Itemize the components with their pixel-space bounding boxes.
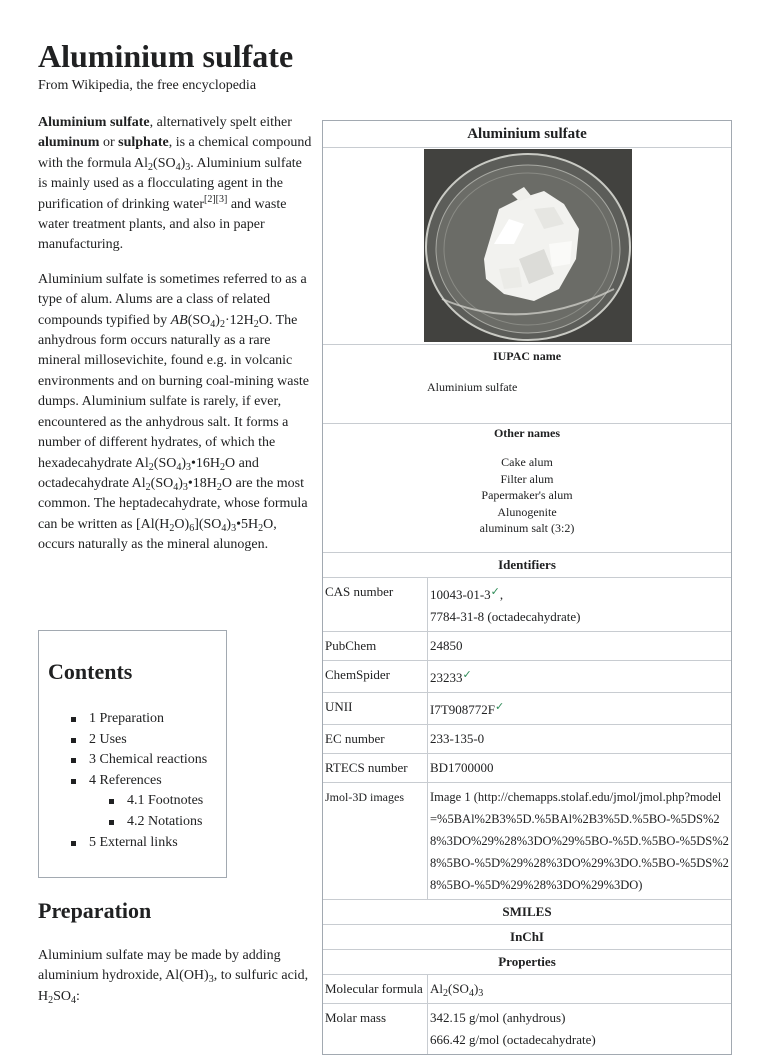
bold-term: aluminum (38, 135, 100, 151)
cas-row: CAS number 10043-01-3✓, 7784-31-8 (octadecahydrate) (323, 577, 731, 631)
bold-term: sulphate (118, 135, 169, 151)
toc-item[interactable]: 4 References (71, 771, 207, 792)
identifiers-header: Identifiers (498, 557, 556, 572)
compound-photo[interactable] (323, 148, 731, 344)
toc-item[interactable]: 3 Chemical reactions (71, 750, 207, 771)
preparation-paragraph: Aluminium sulfate may be made by adding aluminium hydroxide, $Al(OH)_3$, to sulfuric acid, $H_2SO_4$: (38, 948, 309, 1006)
rtecs-row (323, 753, 731, 782)
table-of-contents (38, 630, 227, 878)
toc-subitem[interactable]: 4.2 Notations (109, 812, 207, 833)
other-name: Cake alum (501, 455, 553, 469)
pubchem-label: PubChem (323, 632, 428, 660)
chemspider-label: ChemSpider (323, 661, 428, 692)
verified-check-icon: ✓ (490, 586, 500, 598)
page-subtitle: From Wikipedia, the free encyclopedia (38, 78, 257, 93)
cas-label: CAS number (323, 578, 428, 631)
molar-mass-row (323, 1003, 731, 1054)
toc-list (71, 709, 207, 853)
toc-item[interactable]: 5 External links (71, 833, 207, 854)
molecular-formula-value: $Al_2(SO_4)_3$ (430, 981, 484, 999)
compound-photo-image (424, 149, 632, 342)
molecular-formula-row (323, 974, 731, 1003)
jmol-row (323, 782, 731, 899)
ec-row (323, 724, 731, 753)
toc-heading: Contents (48, 659, 133, 684)
cas-link[interactable]: 10043-01-3 (430, 587, 491, 602)
reference-link[interactable]: [2][3] (204, 193, 228, 205)
molar-mass-value: 342.15 g/mol (anhydrous) 666.42 g/mol (octadecahydrate) (430, 1010, 596, 1047)
unii-row (323, 692, 731, 724)
infobox-title: Aluminium sulfate (467, 126, 587, 142)
section-heading-preparation: Preparation (38, 898, 152, 923)
chemspider-link[interactable]: 23233 (430, 670, 463, 685)
toc-subitem[interactable]: 4.1 Footnotes (109, 791, 207, 812)
iupac-name-label: IUPAC name (492, 349, 562, 363)
verified-check-icon: ✓ (495, 701, 505, 713)
toc-item[interactable]: 1 Preparation (71, 709, 207, 730)
jmol-label: Jmol-3D images (323, 783, 428, 899)
verified-check-icon: ✓ (462, 669, 472, 681)
bold-term: Aluminium sulfate (38, 115, 150, 130)
iupac-name-section (323, 345, 731, 423)
other-name: aluminum salt (3:2) (479, 521, 575, 535)
cas-link-octadecahydrate[interactable]: 7784-31-8 (octadecahydrate) (430, 609, 581, 624)
unii-link[interactable]: I7T908772F (430, 702, 495, 717)
pubchem-link[interactable]: 24850 (430, 638, 463, 653)
other-name: Papermaker's alum (481, 488, 573, 502)
intro-paragraph: Aluminium sulfate, alternatively spelt either aluminum or sulphate, is a chemical compound with the formula $Al_2(SO_4)_3$. Aluminium sulfate is mainly used as a flocculating agent in the purification of drinking water[2][3] and waste water treatment plants, and also in paper manufacturing. (38, 115, 312, 253)
properties-header: Properties (498, 954, 556, 969)
unii-label: UNII (323, 693, 428, 724)
rtecs-label: RTECS number (323, 754, 428, 782)
iupac-name-value: Aluminium sulfate (427, 380, 518, 394)
ec-label: EC number (323, 725, 428, 753)
molar-mass-label: Molar mass (323, 1004, 428, 1054)
jmol-link[interactable]: Image 1 (http://chemapps.stolaf.edu/jmol/jmol.php?model=%5BAl%2B3%5D.%5BAl%2B3%5D.%5BO-%5DS%28%3DO%29%28%3DO%29%5BO-%5D.%5BO-%5DS%28%5BO-%5D%29%28%3DO%29%3DO.%5BO-%5DS%28%5BO-%5D%29%28%3DO%29%3DO) (430, 790, 729, 892)
other-names-section (323, 424, 731, 552)
other-name: Filter alum (500, 471, 554, 486)
pubchem-row (323, 631, 731, 660)
article-body (38, 113, 312, 570)
inchi-header[interactable]: InChI (510, 929, 544, 944)
page-title: Aluminium sulfate (38, 38, 294, 74)
molecular-formula-label: Molecular formula (323, 975, 428, 1003)
chembox-infobox (322, 120, 732, 1055)
rtecs-value: BD1700000 (430, 760, 494, 775)
other-name: Alunogenite (497, 504, 557, 519)
smiles-header[interactable]: SMILES (502, 904, 552, 919)
other-names-label: Other names (493, 426, 561, 440)
alum-paragraph: Aluminium sulfate is sometimes referred to as a type of alum. Alums are a class of related compounds typified by $AB(SO_4)_2\cdot 12H_2O$. The anhydrous form occurs naturally as a rare mineral millosevichite, found e.g. in volcanic environments and on burning coal-mining waste dumps. Aluminium sulfate is rarely, if ever, encountered as the anhydrous salt. It forms a number of different hydrates, of which the hexadecahydrate $Al_2(SO_4)_3•16H_2O$ and octadecahydrate $Al_2(SO_4)_3•18H_2O$ are the most common. The heptadecahydrate, whose formula can be written as $[Al(H_2O)_6](SO_4)_3•5H_2O$, occurs naturally as the mineral alunogen. (38, 271, 309, 553)
toc-item[interactable]: 2 Uses (71, 730, 207, 751)
chemspider-row (323, 660, 731, 692)
ec-link[interactable]: 233-135-0 (430, 731, 485, 746)
